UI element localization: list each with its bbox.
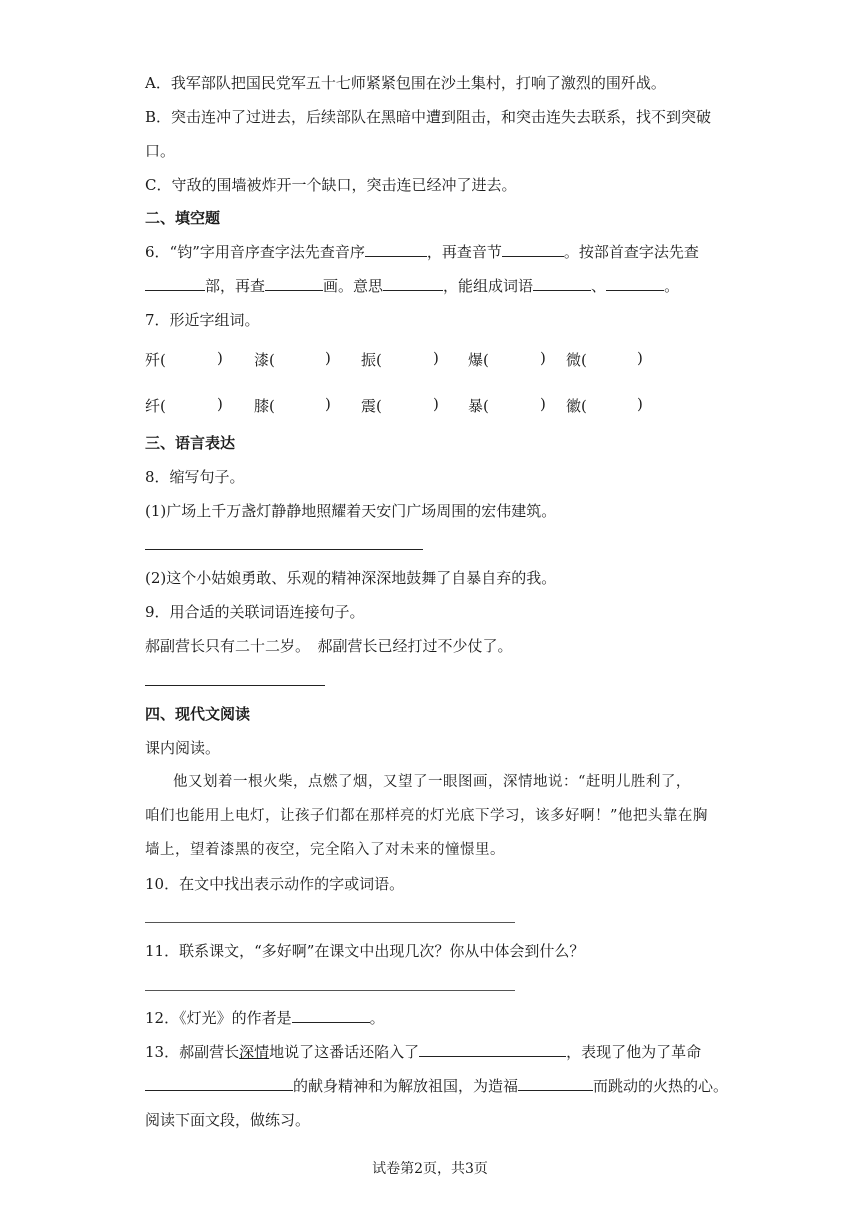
q5-option-b-cont: 口。 — [145, 142, 176, 160]
section-title-modern-reading: 四、现代文阅读 — [145, 705, 251, 723]
close-paren: ) — [217, 349, 223, 367]
word-cell: 漆( — [254, 351, 275, 369]
reading-next-instruction: 阅读下面文段，做练习。 — [145, 1111, 311, 1129]
reading-intro: 课内阅读。 — [145, 739, 221, 757]
q13-text: ，表现了他为了革命 — [566, 1043, 702, 1061]
answer-line[interactable] — [145, 990, 515, 991]
question-11: 11．联系课文，“多好啊”在课文中出现几次？你从中体会到什么？ — [145, 942, 585, 960]
close-paren: ) — [433, 395, 439, 413]
answer-blank[interactable] — [518, 1076, 593, 1091]
q13-text: 而跳动的火热的心。 — [593, 1077, 729, 1095]
word-cell: 振( — [361, 351, 382, 369]
q13-text: 13．郝副营长 — [145, 1043, 240, 1061]
answer-blank[interactable] — [145, 276, 205, 291]
word-cell: 暴( — [468, 397, 489, 415]
passage-line-1: 他又划着一根火柴，点燃了烟，又望了一眼图画，深情地说：“赶明儿胜利了， — [173, 774, 691, 790]
word-cell: 纤( — [145, 397, 166, 415]
q6-text: 、 — [591, 277, 607, 295]
close-paren: ) — [325, 349, 331, 367]
question-8-part-2: (2)这个小姑娘勇敢、乐观的精神深深地鼓舞了自暴自弃的我。 — [145, 569, 557, 587]
question-8-part-1: (1)广场上千万盏灯静静地照耀着天安门广场周围的宏伟建筑。 — [145, 502, 557, 520]
answer-line[interactable] — [145, 549, 423, 550]
q12-text: 。 — [369, 1009, 385, 1027]
question-10: 10．在文中找出表示动作的字或词语。 — [145, 875, 405, 893]
answer-blank[interactable] — [265, 276, 323, 291]
q13-underlined-word: 深情 — [239, 1043, 270, 1061]
passage-line-2: 咱们也能用上电灯，让孩子们都在那样亮的灯光底下学习，该多好啊！”他把头靠在胸 — [145, 808, 708, 824]
answer-line[interactable] — [145, 685, 325, 686]
close-paren: ) — [637, 395, 643, 413]
page-footer: 试卷第2页，共3页 — [372, 1161, 488, 1177]
answer-blank[interactable] — [383, 276, 443, 291]
word-cell: 歼( — [145, 351, 166, 369]
q6-text: ，能组成词语 — [443, 277, 534, 295]
question-9: 9．用合适的关联词语连接句子。 — [145, 603, 365, 621]
close-paren: ) — [325, 395, 331, 413]
passage-line-3: 墙上，望着漆黑的夜空，完全陷入了对未来的憧憬里。 — [145, 842, 505, 858]
answer-blank[interactable] — [145, 1076, 293, 1091]
answer-blank[interactable] — [365, 242, 427, 257]
word-cell: 爆( — [468, 351, 489, 369]
answer-blank[interactable] — [419, 1042, 566, 1057]
question-9-sentences: 郝副营长只有二十二岁。 郝副营长已经打过不少仗了。 — [145, 637, 513, 655]
answer-line[interactable] — [145, 922, 515, 923]
q6-text: ，再查音节 — [426, 243, 502, 261]
q6-text: 。按部首查字法先查 — [563, 243, 699, 261]
q5-option-a: A．我军部队把国民党军五十七师紧紧包围在沙土集村，打响了激烈的围歼战。 — [145, 74, 666, 92]
word-cell: 震( — [361, 397, 382, 415]
q13-text: 地说了这番话还陷入了 — [269, 1043, 420, 1061]
word-cell: 徽( — [566, 397, 587, 415]
answer-blank[interactable] — [292, 1008, 370, 1023]
close-paren: ) — [540, 395, 546, 413]
q5-option-c: C．守敌的围墙被炸开一个缺口，突击连已经冲了进去。 — [145, 176, 517, 194]
word-cell: 膝( — [254, 397, 275, 415]
section-title-fill-blank: 二、填空题 — [145, 209, 221, 227]
answer-blank[interactable] — [502, 242, 564, 257]
q5-option-b: B．突击连冲了过进去，后续部队在黑暗中遭到阻击，和突击连失去联系，找不到突破 — [145, 108, 712, 126]
section-title-language-expression: 三、语言表达 — [145, 434, 236, 452]
q6-text: 画。意思 — [323, 277, 384, 295]
q6-text: 部，再查 — [205, 277, 266, 295]
q6-text: 6．“钧”字用音序查字法先查音序 — [145, 243, 365, 261]
question-6-line-1 — [145, 242, 699, 262]
question-12 — [145, 1008, 385, 1028]
q13-text: 的献身精神和为解放祖国，为造福 — [293, 1077, 519, 1095]
answer-blank[interactable] — [533, 276, 591, 291]
close-paren: ) — [217, 395, 223, 413]
q12-text: 12．《灯光》的作者是 — [145, 1009, 292, 1027]
q6-text: 。 — [664, 277, 680, 295]
question-13-line-1 — [145, 1042, 701, 1062]
question-7: 7．形近字组词。 — [145, 311, 260, 329]
close-paren: ) — [540, 349, 546, 367]
close-paren: ) — [637, 349, 643, 367]
word-cell: 微( — [566, 351, 587, 369]
question-8: 8．缩写句子。 — [145, 468, 245, 486]
close-paren: ) — [433, 349, 439, 367]
answer-blank[interactable] — [606, 276, 664, 291]
question-6-line-2 — [145, 276, 679, 296]
question-13-line-2 — [145, 1076, 728, 1096]
